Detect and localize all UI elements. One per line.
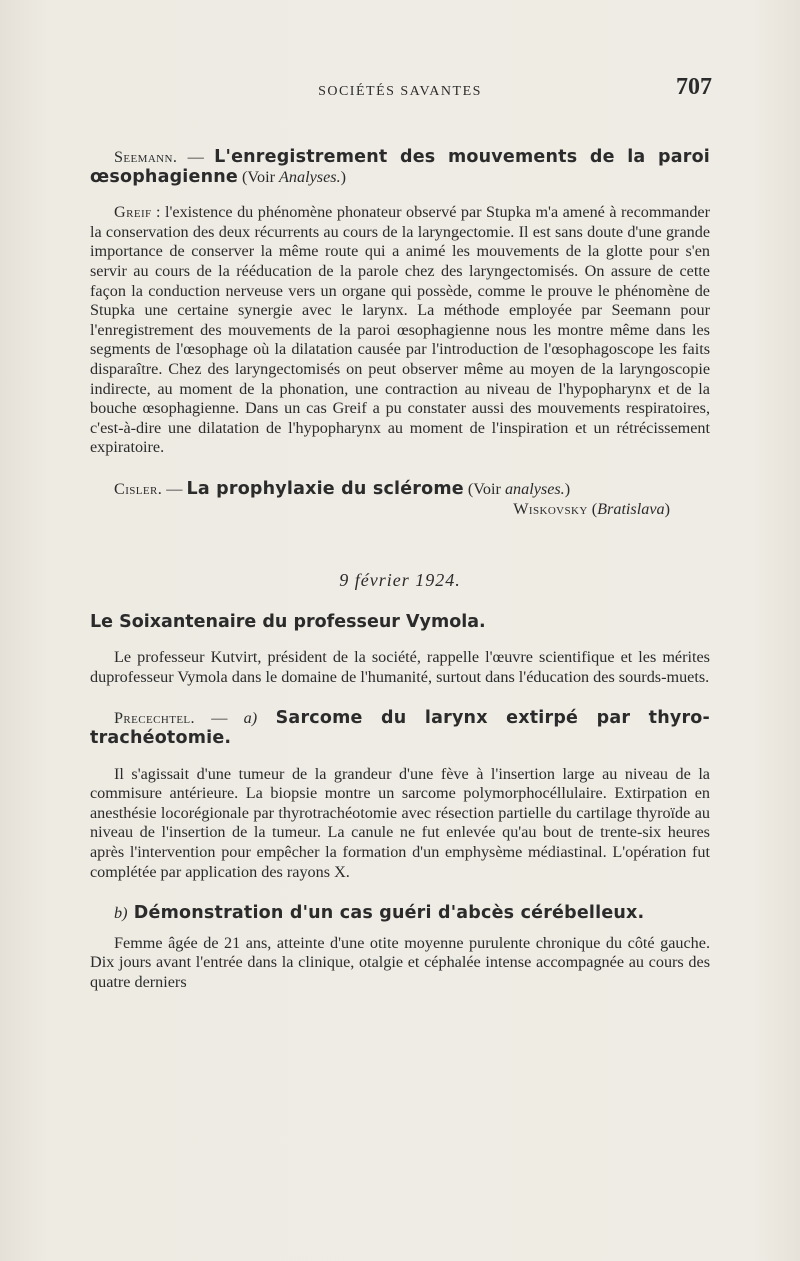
signature-name: Wiskovsky xyxy=(513,499,588,518)
running-head: SOCIÉTÉS SAVANTES xyxy=(318,84,482,99)
sarcome-paragraph: Il s'agissait d'une tumeur de la grandeur d'une fève à l'insertion large au niveau de la commisure antérieure. La biopsie montre un sarcome polymorphocéllulaire. Extirpation en anesthésie locorégionale par thyrotrachéotomie avec résection partielle du cartilage thyroïde au niveau de l'insertion de la tumeur. La canule ne fut enlevée qu'au bout de trente-six heures après l'intervention pour empêcher la formation d'un emphysème médiastinal. L'opération fut complétée par application des rayons X. xyxy=(90,764,710,881)
ref-open: (Voir xyxy=(237,167,280,186)
title-abces: Démonstration d'un cas guéri d'abcès cérébelleux. xyxy=(127,903,645,924)
author-cisler: Cisler. xyxy=(114,479,163,498)
author-seemann: Seemann. xyxy=(114,148,178,166)
title-sarcome: Sarcome du larynx extirpé par thyro-trachéotomie. xyxy=(90,708,710,749)
abces-entry xyxy=(90,904,710,924)
ref-italic: analyses. xyxy=(504,479,565,498)
article-body xyxy=(90,148,710,993)
ref-open: (Voir xyxy=(463,479,505,498)
greif-text: : l'existence du phénomène phonateur observé par Stupka m'a amené à recommander la conservation des deux récurrents au cours de la laryngectomie. Il est sans doute d'une grande importance de conserver la même route qui a animé les mouvements de la glotte pour s'en servir au cours de la rééducation de la parole chez des laryngectomisés. On assure de cette façon la conduction nerveuse vers un organe qui possède, comme le prouve le phénomène de Stupka une certaine synergie avec le larynx. La méthode employée par Seemann pour l'enregistrement des mouvements de la paroi œsophagienne nous les montre même dans les segments de l'œsophage où la dilatation causée par l'introduction de l'œsophagoscope les faits disparaître. Chez des laryngectomisés on peut observer même au moyen de la laryngoscopie indirecte, au moment de la phonation, une contraction au niveau de l'hypopharynx et de la bouche œsophagienne. Dans un cas Greif a pu constater aussi des mouvements respiratoires, c'est-à-dire une dilatation de l'hypopharynx au moment de l'inspiration et un rétrécissement expiratoire. xyxy=(90,203,710,457)
item-label-a: a) xyxy=(243,709,258,728)
dash: — xyxy=(177,148,215,166)
greif-paragraph xyxy=(90,203,710,458)
place-close: ) xyxy=(664,499,670,518)
place-open: ( xyxy=(587,499,598,518)
author-precechtel: Precechtel. xyxy=(114,709,196,728)
precechtel-entry xyxy=(90,709,710,748)
ref-close: ) xyxy=(340,167,347,186)
ref-close: ) xyxy=(564,479,571,498)
dash: — xyxy=(195,709,244,728)
signature xyxy=(90,500,710,520)
seemann-entry xyxy=(90,148,710,187)
cisler-entry xyxy=(90,480,710,500)
title-cisler: La prophylaxie du sclérome xyxy=(186,478,464,499)
session-date: 9 février 1924. xyxy=(339,570,461,591)
ref-italic: Analyses. xyxy=(279,167,341,186)
dash: — xyxy=(162,479,187,498)
section-title: Le Soixantenaire du professeur Vymola. xyxy=(90,611,486,632)
kutvirt-paragraph: Le professeur Kutvirt, président de la société, rappelle l'œuvre scientifique et les mérites duprofesseur Vymola dans le domaine de l'humanité, surtout dans l'éducation des sourds-muets. xyxy=(90,648,710,686)
signature-place: Bratislava xyxy=(597,499,665,518)
item-label-b: b) xyxy=(114,904,128,923)
author-greif: Greif xyxy=(114,203,152,222)
title-seemann: L'enregistrement des mouvements de la paroi œsophagienne xyxy=(90,147,711,187)
abces-paragraph: Femme âgée de 21 ans, atteinte d'une otite moyenne purulente chronique du côté gauche. Dix jours avant l'entrée dans la clinique, otalgie et céphalée intense accompagnée au cours des quatre derniers xyxy=(90,933,710,991)
page-number: 707 xyxy=(676,74,712,100)
